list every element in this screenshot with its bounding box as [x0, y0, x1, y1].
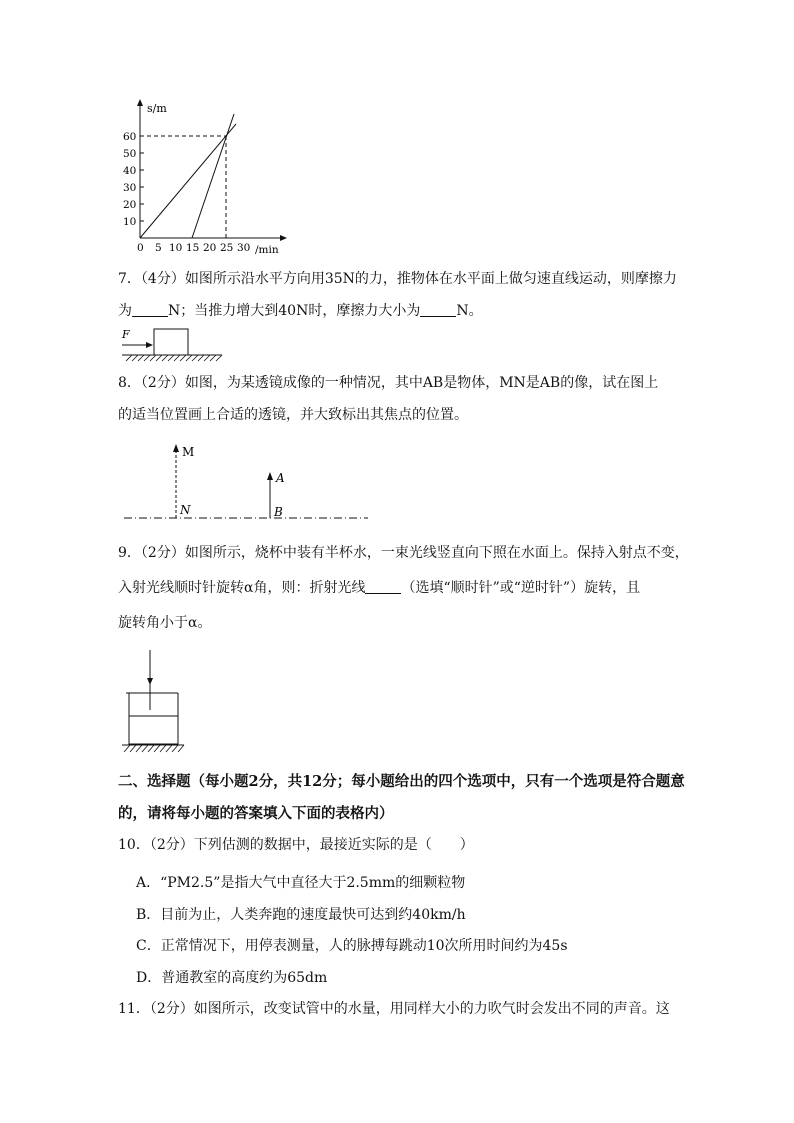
q10-option-a[interactable]: A．“PM2.5”是指大气中直径大于2.5mm的细颗粒物	[136, 875, 466, 891]
q9-blank[interactable]	[365, 579, 401, 594]
x-axis-label: /min	[255, 244, 279, 256]
q7-blank-1[interactable]	[132, 302, 168, 317]
q10-option-d[interactable]: D．普通教室的高度约为65dm	[136, 970, 328, 986]
force-label: F	[122, 328, 130, 341]
label-N: N	[180, 503, 191, 517]
q9-line2	[118, 577, 640, 597]
label-B: B	[274, 505, 283, 519]
distance-time-graph	[110, 98, 290, 258]
q10-stem: 10．（2分）下列估测的数据中，最接近实际的是（ ）	[118, 837, 474, 853]
q7-line1: 7．（4分）如图所示沿水平方向用35N的力，推物体在水平面上做匀速直线运动，则摩擦力	[118, 271, 677, 287]
y-tick-30: 30	[123, 182, 137, 194]
section2-heading-line1: 二、选择题（每小题2分，共12分；每小题给出的四个选项中，只有一个选项是符合题意	[118, 773, 685, 790]
q10-option-b[interactable]: B．目前为止，人类奔跑的速度最快可达到约40km/h	[136, 907, 466, 923]
y-tick-40: 40	[123, 165, 137, 177]
x-tick-0: 0	[137, 242, 144, 254]
q7-blank-2[interactable]	[420, 302, 456, 317]
x-tick-25: 25	[220, 242, 234, 254]
y-tick-20: 20	[123, 199, 137, 211]
x-tick-30: 30	[237, 242, 251, 254]
x-tick-15: 15	[186, 242, 200, 254]
q7-line2-c: N。	[456, 303, 483, 319]
q9-line2-a: 入射光线顺时针旋转α角，则：折射光线	[118, 580, 366, 596]
beaker-figure	[120, 648, 190, 756]
label-A: A	[276, 471, 285, 485]
x-tick-5: 5	[155, 242, 162, 254]
label-M: M	[182, 445, 195, 459]
x-tick-10: 10	[169, 242, 183, 254]
q7-line2-a: 为	[118, 303, 132, 319]
section2-heading-line2: 的，请将每小题的答案填入下面的表格内）	[118, 805, 394, 822]
lens-image-figure	[122, 440, 372, 525]
q8-line2: 的适当位置画上合适的透镜，并大致标出其焦点的位置。	[118, 407, 468, 423]
y-tick-10: 10	[123, 216, 137, 228]
y-tick-50: 50	[123, 148, 137, 160]
y-tick-60: 60	[123, 131, 137, 143]
q9-line2-b: （选填“顺时针”或“逆时针”）旋转，且	[401, 580, 641, 596]
q7-line2	[118, 300, 483, 320]
x-tick-20: 20	[203, 242, 217, 254]
q9-line3: 旋转角小于α。	[118, 615, 212, 631]
q7-line2-b: N；当推力增大到40N时，摩擦力大小为	[168, 303, 421, 319]
push-block-figure	[118, 325, 228, 365]
q11-line1: 11．（2分）如图所示，改变试管中的水量，用同样大小的力吹气时会发出不同的声音。这	[118, 1001, 670, 1017]
q10-option-c[interactable]: C．正常情况下，用停表测量，人的脉搏每跳动10次所用时间约为45s	[136, 938, 568, 954]
q9-line1: 9．（2分）如图所示，烧杯中装有半杯水，一束光线竖直向下照在水面上。保持入射点不变，	[118, 545, 689, 561]
y-axis-label: s/m	[147, 102, 167, 115]
q8-line1: 8．（2分）如图，为某透镜成像的一种情况，其中AB是物体，MN是AB的像，试在图上	[118, 375, 659, 391]
